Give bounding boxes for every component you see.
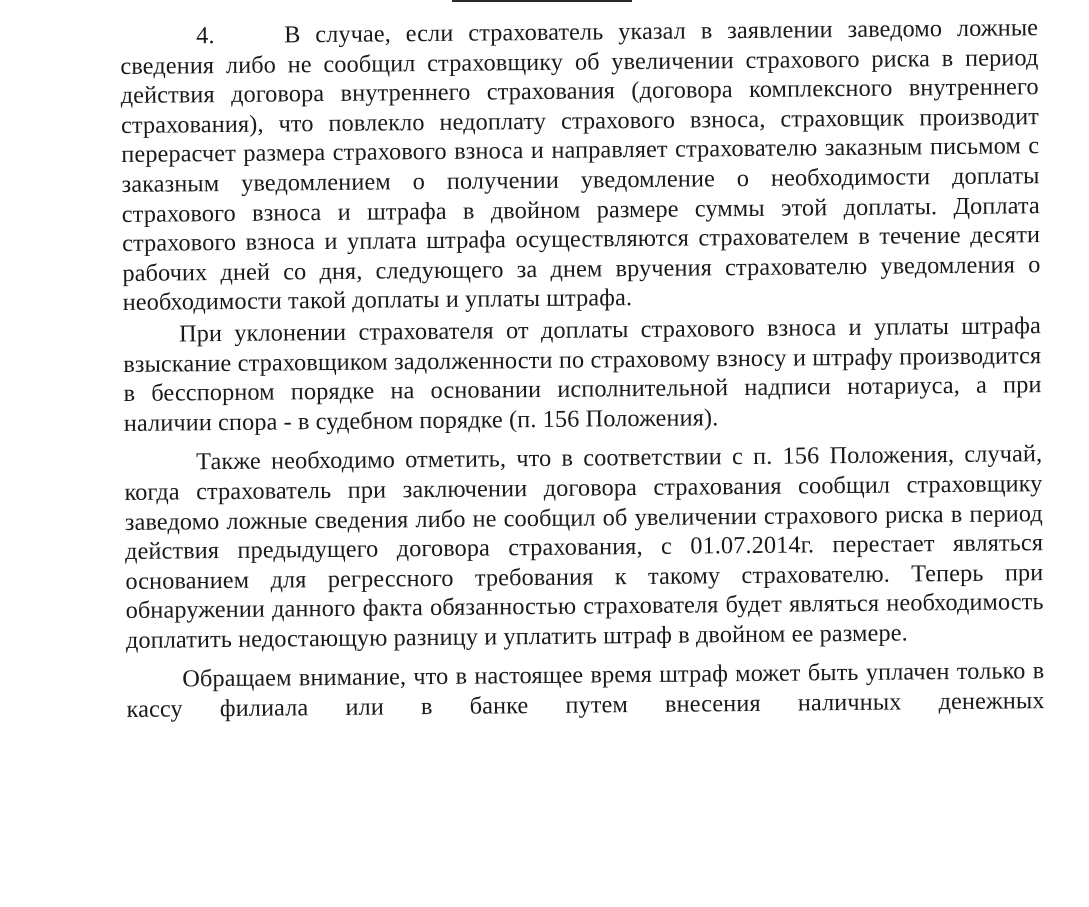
- paragraph-item-4: [120, 13, 1041, 318]
- paragraph-text: В случае, если страхователь указал в заявлении заведомо ложные сведения либо не сообщил страховщику об увеличении страхового риска в период действия договора внутреннего страхования (договора комплексного внутреннего страхования), что повлекло недоплату страхового взноса, страховщик производит перерасчет размера страхового взноса и направляет страхователю заказным письмом с заказным уведомлением о получении уведомление о необходимости доплаты страхового взноса и штрафа в двойном размере суммы этой доплаты. Доплата страхового взноса и уплата штрафа осуществляются страхователем в течение десяти рабочих дней со дня, следующего за днем вручения страхователю уведомления о необходимости такой доплаты и уплаты штрафа.: [120, 14, 1041, 317]
- paragraph-evasion: При уклонении страхователя от доплаты страхового взноса и уплаты штрафа взыскание страховщиком задолженности по страховому взносу и штрафу производится в бесспорном порядке на основании исполнительной надписи нотариуса, а при наличии спора - в судебном порядке (п. 156 Положения).: [123, 312, 1042, 437]
- paragraph-number: 4.: [196, 22, 215, 50]
- paragraph-attention: Обращаем внимание, что в настоящее время штраф может быть уплачен только в кассу филиала или в банке путем внесения наличных денежных: [126, 657, 1045, 724]
- document-page: [120, 13, 1045, 724]
- paragraph-also-note: Также необходимо отметить, что в соответствии с п. 156 Положения, случай, когда страхователь при заключении договора страхования сообщил страховщику заведомо ложные сведения либо не сообщил об увеличении страхового риска в период действия предыдущего договора страхования, с 01.07.2014г. перестает являться основанием для регрессного требования к такому страхователю. Теперь при обнаружении данного факта обязанностью страхователя будет являться необходимость доплатить недостающую разницу и уплатить штраф в двойном ее размере.: [124, 440, 1044, 654]
- scan-edge-line: [452, 0, 632, 2]
